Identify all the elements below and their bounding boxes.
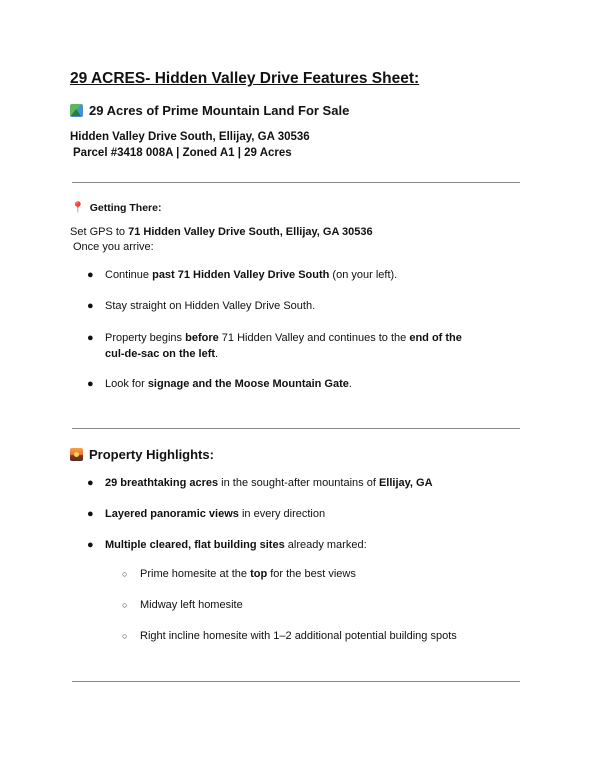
- list-item: ● Continue past 71 Hidden Valley Drive South (on your left).: [87, 269, 398, 281]
- gps-line: [70, 226, 373, 238]
- arrive-line: Once you arrive:: [73, 241, 154, 253]
- list-item: ● 29 breathtaking acres in the sought-after mountains of Ellijay, GA: [87, 477, 433, 489]
- list-item: ● Stay straight on Hidden Valley Drive South.: [87, 300, 316, 312]
- land-landscape-icon: [70, 104, 83, 117]
- getting-there-heading: [71, 201, 161, 214]
- divider: [72, 428, 520, 429]
- gps-prefix: Set GPS to: [70, 226, 129, 238]
- page-title: 29 ACRES- Hidden Valley Drive Features Sheet:: [70, 70, 420, 87]
- pin-icon: 📍: [71, 202, 85, 214]
- sub-list-item: ○ Midway left homesite: [122, 599, 243, 611]
- list-item: ● Multiple cleared, flat building sites already marked:: [87, 539, 367, 551]
- sub-list-item: ○ Right incline homesite with 1–2 additional potential building spots: [122, 630, 457, 642]
- subtitle-text: 29 Acres of Prime Mountain Land For Sale: [89, 103, 350, 118]
- highlights-heading: [70, 447, 214, 462]
- sunset-icon: [70, 448, 83, 461]
- list-item: ● Property begins before 71 Hidden Valley and continues to the end of the cul-de-sac on the left.: [87, 332, 462, 360]
- gps-address: 71 Hidden Valley Drive South, Ellijay, GA 30536: [128, 226, 373, 238]
- sub-list-item: ○ Prime homesite at the top for the best views: [122, 568, 356, 580]
- divider: [72, 681, 520, 682]
- parcel-line: Parcel #3418 008A | Zoned A1 | 29 Acres: [73, 147, 292, 159]
- list-item: ● Look for signage and the Moose Mountain Gate.: [87, 378, 352, 390]
- highlights-label: Property Highlights:: [89, 447, 214, 462]
- subtitle-heading: [70, 103, 349, 118]
- address-line: Hidden Valley Drive South, Ellijay, GA 30536: [70, 131, 310, 143]
- getting-there-label: Getting There:: [89, 201, 162, 214]
- list-item: ● Layered panoramic views in every direction: [87, 508, 326, 520]
- divider: [72, 182, 520, 183]
